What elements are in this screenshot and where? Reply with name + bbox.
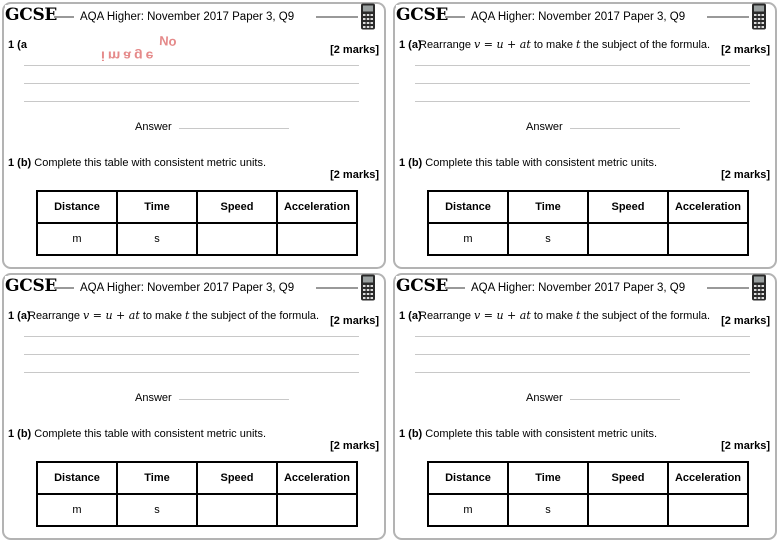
- question-a-label: 1 (a): [399, 39, 422, 51]
- answer-rule: [415, 101, 750, 102]
- table-header-distance: Distance: [428, 462, 508, 494]
- question-a-prefix: Rearrange: [28, 310, 80, 322]
- answer-label: Answer: [135, 392, 172, 404]
- question-card-4: [393, 273, 777, 540]
- question-a-label: 1 (a: [8, 39, 27, 51]
- table-header-time: Time: [117, 462, 197, 494]
- table-cell-time-unit: s: [117, 223, 197, 255]
- question-a-suffix: the subject of the formula.: [583, 310, 711, 322]
- header-divider: [316, 16, 358, 18]
- table-cell-acceleration-unit[interactable]: [277, 223, 357, 255]
- table-header-speed: Speed: [197, 191, 277, 223]
- question-a-text: [419, 309, 710, 323]
- answer-rule: [415, 372, 750, 373]
- table-header-acceleration: Acceleration: [668, 462, 748, 494]
- svg-text:image: image: [101, 48, 157, 63]
- answer-input-line[interactable]: [179, 399, 289, 400]
- question-a-suffix: the subject of the formula.: [192, 310, 320, 322]
- question-b-text: [8, 427, 266, 441]
- table-header-distance: Distance: [37, 462, 117, 494]
- header-divider: [54, 287, 74, 289]
- table-header-speed: Speed: [588, 191, 668, 223]
- question-card-2: [393, 2, 777, 269]
- answer-rule: [24, 354, 359, 355]
- formula: v = u + at: [474, 309, 531, 322]
- question-a-text: [419, 38, 710, 52]
- question-b-marks: [2 marks]: [721, 440, 770, 452]
- question-b-instructions: Complete this table with consistent metric units.: [34, 157, 267, 169]
- question-b-marks: [2 marks]: [330, 169, 379, 181]
- answer-rule: [24, 101, 359, 102]
- table-header-time: Time: [508, 191, 588, 223]
- table-cell-speed-unit[interactable]: [588, 223, 668, 255]
- gcse-logo: GCSE: [396, 5, 449, 25]
- units-table: [36, 190, 358, 256]
- table-cell-distance-unit: m: [37, 494, 117, 526]
- calculator-icon: [751, 3, 767, 30]
- question-a-label: 1 (a): [399, 310, 422, 322]
- question-a-middle: to make: [142, 310, 182, 322]
- answer-rule: [24, 83, 359, 84]
- answer-rule: [24, 336, 359, 337]
- question-a-marks: [2 marks]: [721, 315, 770, 327]
- calculator-icon: [360, 3, 376, 30]
- table-header-acceleration: Acceleration: [277, 462, 357, 494]
- question-a-prefix: Rearrange: [419, 39, 471, 51]
- answer-rule: [415, 83, 750, 84]
- table-cell-acceleration-unit[interactable]: [668, 223, 748, 255]
- header-divider: [316, 287, 358, 289]
- answer-input-line[interactable]: [570, 128, 680, 129]
- calculator-icon: [360, 274, 376, 301]
- header-divider: [707, 287, 749, 289]
- question-b-label: 1 (b): [8, 157, 32, 169]
- answer-rule: [24, 65, 359, 66]
- table-header-distance: Distance: [428, 191, 508, 223]
- answer-label: Answer: [526, 121, 563, 133]
- table-cell-acceleration-unit[interactable]: [277, 494, 357, 526]
- header-divider: [54, 16, 74, 18]
- calculator-icon: [751, 274, 767, 301]
- gcse-logo: GCSE: [5, 276, 58, 296]
- exam-title: AQA Higher: November 2017 Paper 3, Q9: [80, 11, 295, 23]
- answer-input-line[interactable]: [570, 399, 680, 400]
- table-cell-speed-unit[interactable]: [197, 494, 277, 526]
- gcse-logo: GCSE: [5, 5, 58, 25]
- answer-rule: [415, 354, 750, 355]
- exam-title: AQA Higher: November 2017 Paper 3, Q9: [80, 282, 295, 294]
- question-a-middle: to make: [533, 39, 573, 51]
- table-cell-time-unit: s: [117, 494, 197, 526]
- question-a-label: 1 (a): [8, 310, 31, 322]
- table-header-acceleration: Acceleration: [277, 191, 357, 223]
- question-b-label: 1 (b): [399, 428, 423, 440]
- units-table: [427, 461, 749, 527]
- question-b-marks: [2 marks]: [330, 440, 379, 452]
- subject-variable: t: [185, 309, 190, 322]
- answer-label: Answer: [526, 392, 563, 404]
- table-header-time: Time: [508, 462, 588, 494]
- table-cell-time-unit: s: [508, 494, 588, 526]
- subject-variable: t: [576, 309, 581, 322]
- answer-rule: [415, 336, 750, 337]
- table-header-speed: Speed: [588, 462, 668, 494]
- table-cell-distance-unit: m: [428, 494, 508, 526]
- answer-rule: [24, 372, 359, 373]
- svg-text:No: No: [158, 32, 177, 49]
- question-b-instructions: Complete this table with consistent metric units.: [425, 157, 658, 169]
- table-header-acceleration: Acceleration: [668, 191, 748, 223]
- question-b-text: [399, 427, 657, 441]
- question-card-1: [2, 2, 386, 269]
- question-b-text: [399, 156, 657, 170]
- table-cell-distance-unit: m: [428, 223, 508, 255]
- question-b-marks: [2 marks]: [721, 169, 770, 181]
- units-table: [36, 461, 358, 527]
- gcse-logo: GCSE: [396, 276, 449, 296]
- answer-input-line[interactable]: [179, 128, 289, 129]
- question-a-marks: [2 marks]: [721, 44, 770, 56]
- header-divider: [445, 287, 465, 289]
- table-header-time: Time: [117, 191, 197, 223]
- table-header-speed: Speed: [197, 462, 277, 494]
- subject-variable: t: [576, 38, 581, 51]
- question-a-middle: to make: [533, 310, 573, 322]
- question-card-3: [2, 273, 386, 540]
- question-a-prefix: Rearrange: [419, 310, 471, 322]
- formula: v = u + at: [83, 309, 140, 322]
- table-cell-speed-unit[interactable]: [197, 223, 277, 255]
- table-header-distance: Distance: [37, 191, 117, 223]
- answer-rule: [415, 65, 750, 66]
- exam-title: AQA Higher: November 2017 Paper 3, Q9: [471, 282, 686, 294]
- header-divider: [445, 16, 465, 18]
- answer-label: Answer: [135, 121, 172, 133]
- question-b-instructions: Complete this table with consistent metric units.: [425, 428, 658, 440]
- formula: v = u + at: [474, 38, 531, 51]
- question-a-marks: [2 marks]: [330, 44, 379, 56]
- units-table: [427, 190, 749, 256]
- question-a-marks: [2 marks]: [330, 315, 379, 327]
- table-cell-distance-unit: m: [37, 223, 117, 255]
- table-cell-speed-unit[interactable]: [588, 494, 668, 526]
- table-cell-acceleration-unit[interactable]: [668, 494, 748, 526]
- question-b-label: 1 (b): [399, 157, 423, 169]
- question-b-instructions: Complete this table with consistent metric units.: [34, 428, 267, 440]
- question-b-label: 1 (b): [8, 428, 32, 440]
- header-divider: [707, 16, 749, 18]
- broken-image-placeholder: [99, 32, 259, 63]
- question-b-text: [8, 156, 266, 170]
- exam-title: AQA Higher: November 2017 Paper 3, Q9: [471, 11, 686, 23]
- table-cell-time-unit: s: [508, 223, 588, 255]
- question-a-text: [28, 309, 319, 323]
- question-a-suffix: the subject of the formula.: [583, 39, 711, 51]
